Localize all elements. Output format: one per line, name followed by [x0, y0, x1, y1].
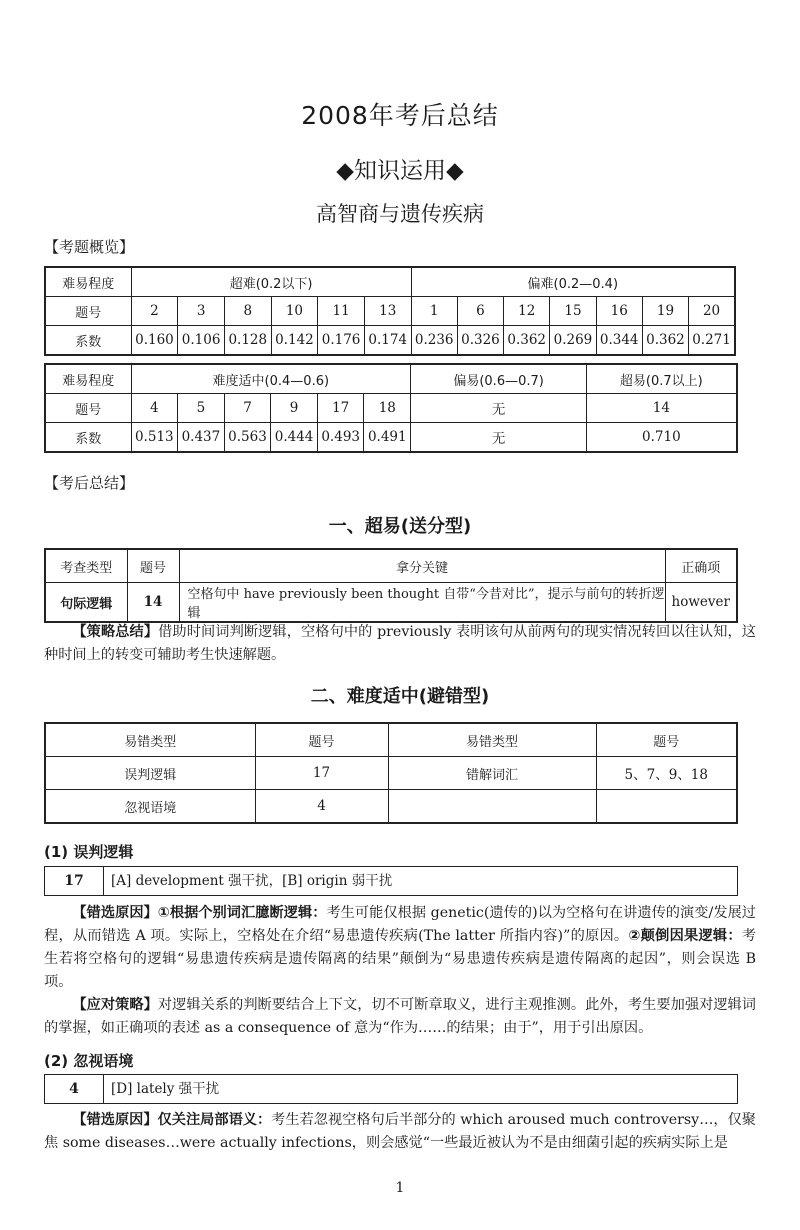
table-cell: 句际逻辑: [45, 583, 127, 623]
table-cell: 11: [318, 297, 365, 326]
table-row: [45, 549, 737, 583]
table-cell: 16: [596, 297, 642, 326]
row-label: 难易程度: [45, 267, 131, 297]
table-cell: 0.174: [364, 326, 411, 356]
table-cell: 4: [255, 790, 388, 824]
group-header: 超易(0.7以上): [587, 364, 737, 394]
table-header: 题号: [596, 723, 737, 757]
table-cell: however: [665, 583, 737, 623]
table-row: [45, 326, 735, 356]
reason-text-1: 考生若忽视空格句后半部分的 which aroused much controversy…，仅聚焦 some diseases…were actually infections，则会感觉“一些最近被认为不是由细菌引起的疾病实际上是: [44, 1112, 756, 1151]
reason-label: 【错选原因】: [72, 905, 158, 921]
table-cell: 无: [411, 394, 587, 423]
part1-table: [44, 548, 738, 623]
item2-reason: [44, 1109, 756, 1155]
reason-point-1: ①根据个别词汇臆断逻辑：: [157, 905, 327, 921]
table-cell: 13: [364, 297, 411, 326]
table-cell: 14: [127, 583, 179, 623]
strategy-text: 对逻辑关系的判断要结合上下文，切不可断章取义，进行主观推测。此外，考生要加强对逻辑词的掌握，如正确项的表述 as a consequence of 意为“作为……的结果；由于”，用于引出原因。: [44, 997, 756, 1036]
table-cell: [596, 790, 737, 824]
table-header: 正确项: [665, 549, 737, 583]
part2-table: [44, 722, 738, 824]
item2-heading: (2) 忽视语境: [44, 1052, 134, 1070]
table-cell: 5、7、9、18: [596, 757, 737, 790]
row-label: 难易程度: [45, 364, 131, 394]
table-cell: 忽视语境: [45, 790, 255, 824]
table-header: 易错类型: [45, 723, 255, 757]
group-header: 难度适中(0.4—0.6): [131, 364, 411, 394]
table-cell: 无: [411, 423, 587, 453]
reason-label: 【错选原因】: [72, 1112, 158, 1128]
table-header: 易错类型: [388, 723, 596, 757]
table-cell: 0.362: [504, 326, 550, 356]
article-title: 高智商与遗传疾病: [316, 202, 484, 226]
table-row: [45, 757, 737, 790]
table-cell: [388, 790, 596, 824]
table-cell: 6: [457, 297, 503, 326]
table-cell: 17: [317, 394, 364, 423]
table-header: 拿分关键: [179, 549, 665, 583]
table-cell: 0.326: [457, 326, 503, 356]
table-cell: 0.513: [131, 423, 178, 453]
table-cell: 0.444: [271, 423, 318, 453]
table-cell: 7: [224, 394, 271, 423]
table-cell: 空格句中 have previously been thought 自带“今昔对比”，提示与前句的转折逻辑: [179, 583, 665, 623]
table-cell: 0.710: [587, 423, 737, 453]
table-cell: 18: [364, 394, 411, 423]
table-row: [45, 394, 737, 423]
table-cell: 10: [271, 297, 318, 326]
strategy-label: 【策略总结】: [72, 624, 159, 640]
table-cell: 0.563: [224, 423, 271, 453]
table-cell: 2: [131, 297, 178, 326]
item-number: 4: [45, 1075, 104, 1103]
table-cell: 0.236: [411, 326, 457, 356]
table-cell: 14: [587, 394, 737, 423]
table-cell: 12: [504, 297, 550, 326]
table-row: [45, 267, 735, 297]
table-row: [45, 723, 737, 757]
table-row: [45, 790, 737, 824]
item-options: [A] development 强干扰，[B] origin 弱干扰: [111, 873, 393, 889]
table-cell: 1: [411, 297, 457, 326]
strategy-label: 【应对策略】: [72, 997, 158, 1013]
group-header: 偏易(0.6—0.7): [411, 364, 587, 394]
row-label: 题号: [45, 297, 131, 326]
strategy-text: 借助时间词判断逻辑，空格句中的 previously 表明该句从前两句的现实情况转回以往认知，这种时间上的转变可辅助考生快速解题。: [44, 624, 756, 663]
row-label: 系数: [45, 423, 131, 453]
table-cell: 17: [255, 757, 388, 790]
item1-reason: [44, 902, 756, 994]
table-cell: 9: [271, 394, 318, 423]
reason-point-2: ②颠倒因果逻辑：: [628, 928, 742, 944]
page-title: 2008年考后总结: [301, 101, 499, 130]
table-header: 题号: [255, 723, 388, 757]
difficulty-table-1: [44, 266, 736, 356]
reason-text-1: 考生可能仅根据 genetic(遗传的)以为空格句在讲遗传的演变/发展过程，从而错选 A 项。实际上，空格处在介绍“易患遗传疾病(The latter 所指内容)”的原因。: [44, 905, 756, 944]
table-cell: 错解词汇: [388, 757, 596, 790]
item1-heading: (1) 误判逻辑: [44, 843, 134, 861]
table-cell: 0.128: [224, 326, 271, 356]
item-number: 17: [45, 867, 104, 895]
group-header: 偏难(0.2—0.4): [411, 267, 735, 297]
table-cell: 0.344: [596, 326, 642, 356]
row-label: 题号: [45, 394, 131, 423]
table-cell: 0.491: [364, 423, 411, 453]
overview-tag: 【考题概览】: [44, 238, 135, 256]
table-cell: 5: [178, 394, 225, 423]
item1-strategy: [44, 994, 756, 1040]
table-cell: 误判逻辑: [45, 757, 255, 790]
table-cell: 15: [550, 297, 596, 326]
table-cell: 20: [689, 297, 735, 326]
part1-strategy: [44, 621, 756, 667]
table-cell: 19: [642, 297, 688, 326]
table-cell: 8: [224, 297, 271, 326]
table-cell: 4: [131, 394, 178, 423]
item1-option-box: [44, 866, 738, 896]
difficulty-table-2: [44, 363, 738, 453]
table-cell: 0.176: [318, 326, 365, 356]
part2-heading: 二、难度适中(避错型): [310, 686, 490, 707]
reason-point-1: 仅关注局部语义：: [157, 1112, 272, 1128]
item2-option-box: [44, 1074, 738, 1104]
table-cell: 0.269: [550, 326, 596, 356]
page-number: 1: [395, 1180, 405, 1196]
table-cell: 0.160: [131, 326, 178, 356]
section-title: ◆知识运用◆: [336, 158, 464, 184]
table-header: 题号: [127, 549, 179, 583]
table-row: [45, 297, 735, 326]
table-cell: 0.106: [178, 326, 225, 356]
group-header: 超难(0.2以下): [131, 267, 411, 297]
table-cell: 0.271: [689, 326, 735, 356]
table-cell: 0.142: [271, 326, 318, 356]
table-cell: 0.437: [178, 423, 225, 453]
table-row: [45, 364, 737, 394]
summary-tag: 【考后总结】: [44, 474, 135, 492]
table-cell: 0.362: [642, 326, 688, 356]
row-label: 系数: [45, 326, 131, 356]
table-cell: 3: [178, 297, 225, 326]
table-header: 考查类型: [45, 549, 127, 583]
reason-text-2: 考生若将空格句的逻辑“易患遗传疾病是遗传隔离的结果”颠倒为“易患遗传疾病是遗传隔离的起因”，则会误选 B 项。: [44, 928, 757, 990]
table-cell: 0.493: [317, 423, 364, 453]
part1-heading: 一、超易(送分型): [328, 516, 472, 537]
table-row: [45, 423, 737, 453]
item-options: [D] lately 强干扰: [111, 1081, 220, 1097]
table-row: [45, 583, 737, 623]
